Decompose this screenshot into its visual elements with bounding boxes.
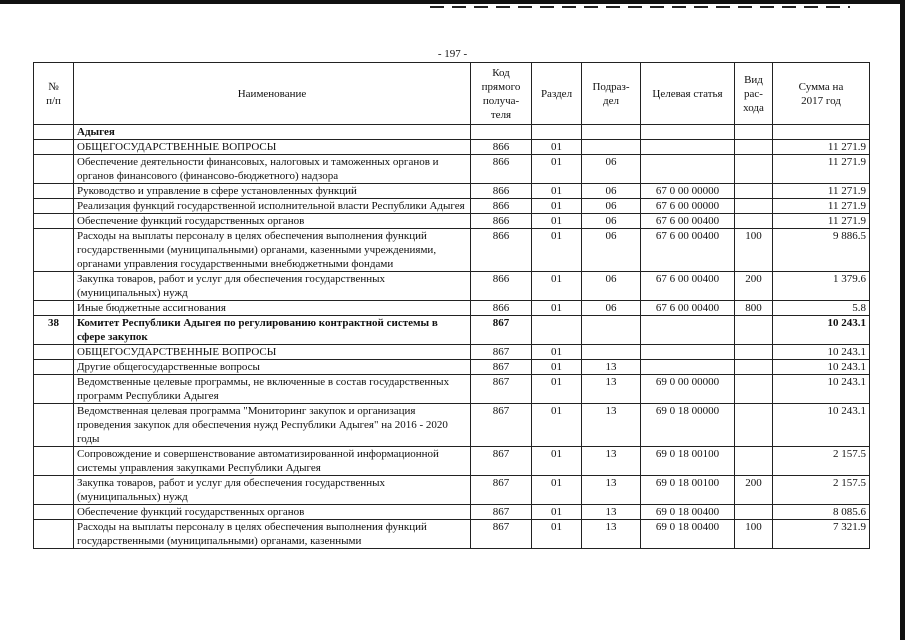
cell-subsection: 06 xyxy=(582,301,641,316)
cell-sum: 1 379.6 xyxy=(773,272,870,301)
table-row xyxy=(34,229,870,272)
scan-border-right xyxy=(900,0,905,640)
cell-expense-type xyxy=(735,404,773,447)
cell-target: 69 0 18 00100 xyxy=(641,476,735,505)
cell-subsection: 13 xyxy=(582,520,641,549)
table-row xyxy=(34,505,870,520)
cell-name: Обеспечение функций государственных органов xyxy=(74,214,471,229)
cell-expense-type xyxy=(735,316,773,345)
cell-code: 866 xyxy=(471,199,532,214)
cell-code: 867 xyxy=(471,316,532,345)
cell-num xyxy=(34,214,74,229)
cell-code: 867 xyxy=(471,520,532,549)
cell-section: 01 xyxy=(532,184,582,199)
cell-expense-type: 100 xyxy=(735,520,773,549)
cell-code: 867 xyxy=(471,345,532,360)
cell-subsection: 06 xyxy=(582,184,641,199)
cell-num xyxy=(34,184,74,199)
cell-subsection: 13 xyxy=(582,360,641,375)
cell-code: 866 xyxy=(471,140,532,155)
cell-section: 01 xyxy=(532,505,582,520)
cell-code: 867 xyxy=(471,360,532,375)
cell-sum: 8 085.6 xyxy=(773,505,870,520)
cell-subsection: 06 xyxy=(582,229,641,272)
cell-target: 67 6 00 00000 xyxy=(641,199,735,214)
table-row xyxy=(34,199,870,214)
cell-expense-type xyxy=(735,155,773,184)
cell-code: 867 xyxy=(471,404,532,447)
cell-num xyxy=(34,447,74,476)
cell-subsection xyxy=(582,140,641,155)
table-row xyxy=(34,360,870,375)
table-row xyxy=(34,272,870,301)
cell-target: 67 6 00 00400 xyxy=(641,272,735,301)
cell-subsection xyxy=(582,316,641,345)
header-name: Наименование xyxy=(74,63,471,125)
cell-sum: 11 271.9 xyxy=(773,214,870,229)
table-header xyxy=(34,63,870,125)
cell-subsection xyxy=(582,345,641,360)
cell-section: 01 xyxy=(532,229,582,272)
cell-section: 01 xyxy=(532,476,582,505)
cell-num xyxy=(34,199,74,214)
table-row xyxy=(34,375,870,404)
cell-expense-type xyxy=(735,360,773,375)
cell-section: 01 xyxy=(532,520,582,549)
cell-num xyxy=(34,360,74,375)
cell-code xyxy=(471,125,532,140)
cell-target xyxy=(641,125,735,140)
cell-num xyxy=(34,229,74,272)
cell-name: Комитет Республики Адыгея по регулированию контрактной системы в сфере закупок xyxy=(74,316,471,345)
cell-num xyxy=(34,375,74,404)
table-row xyxy=(34,345,870,360)
cell-name: Сопровождение и совершенствование автоматизированной информационной системы управления закупками Республики Адыгея xyxy=(74,447,471,476)
cell-section: 01 xyxy=(532,360,582,375)
cell-sum: 10 243.1 xyxy=(773,404,870,447)
table-row xyxy=(34,476,870,505)
table-row xyxy=(34,155,870,184)
cell-subsection: 13 xyxy=(582,404,641,447)
cell-expense-type: 200 xyxy=(735,272,773,301)
cell-name: Ведомственная целевая программа "Мониторинг закупок и организация проведения закупок для обеспечения нужд Республики Адыгея" на 2016 - 2020 годы xyxy=(74,404,471,447)
cell-name: Обеспечение деятельности финансовых, налоговых и таможенных органов и органов финансового (финансово-бюджетного) надзора xyxy=(74,155,471,184)
cell-target: 67 6 00 00400 xyxy=(641,301,735,316)
header-code: Код прямого получа- теля xyxy=(471,63,532,125)
cell-sum: 11 271.9 xyxy=(773,199,870,214)
cell-num xyxy=(34,125,74,140)
cell-code: 866 xyxy=(471,301,532,316)
cell-code: 867 xyxy=(471,447,532,476)
cell-name: ОБЩЕГОСУДАРСТВЕННЫЕ ВОПРОСЫ xyxy=(74,345,471,360)
table-row xyxy=(34,184,870,199)
cell-section: 01 xyxy=(532,140,582,155)
header-target: Целевая статья xyxy=(641,63,735,125)
cell-expense-type xyxy=(735,184,773,199)
cell-subsection: 13 xyxy=(582,375,641,404)
table-row xyxy=(34,214,870,229)
cell-subsection: 06 xyxy=(582,155,641,184)
cell-num xyxy=(34,272,74,301)
cell-expense-type xyxy=(735,345,773,360)
cell-section: 01 xyxy=(532,214,582,229)
cell-section: 01 xyxy=(532,447,582,476)
cell-target: 69 0 18 00000 xyxy=(641,404,735,447)
budget-table xyxy=(33,62,870,549)
cell-subsection: 13 xyxy=(582,476,641,505)
header-sum: Сумма на 2017 год xyxy=(773,63,870,125)
cell-name: Закупка товаров, работ и услуг для обеспечения государственных (муниципальных) нужд xyxy=(74,476,471,505)
cell-target xyxy=(641,316,735,345)
table-row xyxy=(34,520,870,549)
cell-subsection: 13 xyxy=(582,505,641,520)
cell-section: 01 xyxy=(532,375,582,404)
cell-num xyxy=(34,476,74,505)
header-section: Раздел xyxy=(532,63,582,125)
cell-num xyxy=(34,404,74,447)
cell-sum: 9 886.5 xyxy=(773,229,870,272)
header-subsection: Подраз- дел xyxy=(582,63,641,125)
cell-sum: 10 243.1 xyxy=(773,345,870,360)
cell-expense-type xyxy=(735,505,773,520)
cell-name: Обеспечение функций государственных органов xyxy=(74,505,471,520)
cell-expense-type xyxy=(735,140,773,155)
cell-expense-type xyxy=(735,375,773,404)
cell-target: 69 0 00 00000 xyxy=(641,375,735,404)
cell-target: 67 6 00 00400 xyxy=(641,214,735,229)
cell-sum: 10 243.1 xyxy=(773,375,870,404)
table-row xyxy=(34,125,870,140)
cell-target: 69 0 18 00400 xyxy=(641,520,735,549)
cell-sum: 2 157.5 xyxy=(773,447,870,476)
cell-sum: 10 243.1 xyxy=(773,360,870,375)
cell-target: 67 6 00 00400 xyxy=(641,229,735,272)
table-body xyxy=(34,125,870,549)
cell-num xyxy=(34,301,74,316)
cell-name: Адыгея xyxy=(74,125,471,140)
cell-section: 01 xyxy=(532,155,582,184)
table-row xyxy=(34,316,870,345)
cell-expense-type xyxy=(735,125,773,140)
cell-subsection xyxy=(582,125,641,140)
cell-section xyxy=(532,125,582,140)
cell-target: 69 0 18 00400 xyxy=(641,505,735,520)
cell-code: 867 xyxy=(471,505,532,520)
cell-name: Ведомственные целевые программы, не включенные в состав государственных программ Республики Адыгея xyxy=(74,375,471,404)
cell-section: 01 xyxy=(532,301,582,316)
cell-target: 67 0 00 00000 xyxy=(641,184,735,199)
scan-artifact-dashes xyxy=(430,6,850,8)
table-row xyxy=(34,301,870,316)
cell-code: 867 xyxy=(471,476,532,505)
cell-subsection: 13 xyxy=(582,447,641,476)
cell-expense-type: 100 xyxy=(735,229,773,272)
cell-name: Расходы на выплаты персоналу в целях обеспечения выполнения функций государственными (муниципальными) органами, казенными учреждениями, органами управления государственными внебюджетными фондами xyxy=(74,229,471,272)
table-row xyxy=(34,447,870,476)
cell-name: Иные бюджетные ассигнования xyxy=(74,301,471,316)
scan-border-top xyxy=(0,0,905,4)
cell-num xyxy=(34,505,74,520)
cell-num xyxy=(34,140,74,155)
cell-code: 866 xyxy=(471,214,532,229)
cell-target xyxy=(641,345,735,360)
cell-target xyxy=(641,140,735,155)
cell-sum: 7 321.9 xyxy=(773,520,870,549)
header-num: № п/п xyxy=(34,63,74,125)
cell-section xyxy=(532,316,582,345)
cell-name: Реализация функций государственной исполнительной власти Республики Адыгея xyxy=(74,199,471,214)
cell-subsection: 06 xyxy=(582,272,641,301)
cell-name: ОБЩЕГОСУДАРСТВЕННЫЕ ВОПРОСЫ xyxy=(74,140,471,155)
cell-sum: 5.8 xyxy=(773,301,870,316)
cell-sum: 10 243.1 xyxy=(773,316,870,345)
cell-code: 867 xyxy=(471,375,532,404)
cell-target xyxy=(641,155,735,184)
cell-num xyxy=(34,520,74,549)
cell-num xyxy=(34,345,74,360)
cell-section: 01 xyxy=(532,272,582,301)
cell-name: Расходы на выплаты персоналу в целях обеспечения выполнения функций государственными (муниципальными) органами, казенными xyxy=(74,520,471,549)
cell-name: Другие общегосударственные вопросы xyxy=(74,360,471,375)
cell-expense-type xyxy=(735,199,773,214)
cell-sum: 11 271.9 xyxy=(773,184,870,199)
cell-section: 01 xyxy=(532,345,582,360)
cell-code: 866 xyxy=(471,184,532,199)
cell-subsection: 06 xyxy=(582,214,641,229)
cell-sum xyxy=(773,125,870,140)
cell-subsection: 06 xyxy=(582,199,641,214)
cell-num: 38 xyxy=(34,316,74,345)
header-expense-type: Вид рас- хода xyxy=(735,63,773,125)
cell-sum: 11 271.9 xyxy=(773,155,870,184)
cell-expense-type xyxy=(735,214,773,229)
cell-section: 01 xyxy=(532,199,582,214)
cell-expense-type: 200 xyxy=(735,476,773,505)
page-number: - 197 - xyxy=(437,48,468,60)
cell-target: 69 0 18 00100 xyxy=(641,447,735,476)
cell-expense-type xyxy=(735,447,773,476)
table-row xyxy=(34,140,870,155)
cell-code: 866 xyxy=(471,272,532,301)
cell-section: 01 xyxy=(532,404,582,447)
cell-sum: 2 157.5 xyxy=(773,476,870,505)
cell-code: 866 xyxy=(471,155,532,184)
cell-expense-type: 800 xyxy=(735,301,773,316)
cell-num xyxy=(34,155,74,184)
cell-target xyxy=(641,360,735,375)
cell-code: 866 xyxy=(471,229,532,272)
table-row xyxy=(34,404,870,447)
cell-sum: 11 271.9 xyxy=(773,140,870,155)
cell-name: Руководство и управление в сфере установленных функций xyxy=(74,184,471,199)
cell-name: Закупка товаров, работ и услуг для обеспечения государственных (муниципальных) нужд xyxy=(74,272,471,301)
